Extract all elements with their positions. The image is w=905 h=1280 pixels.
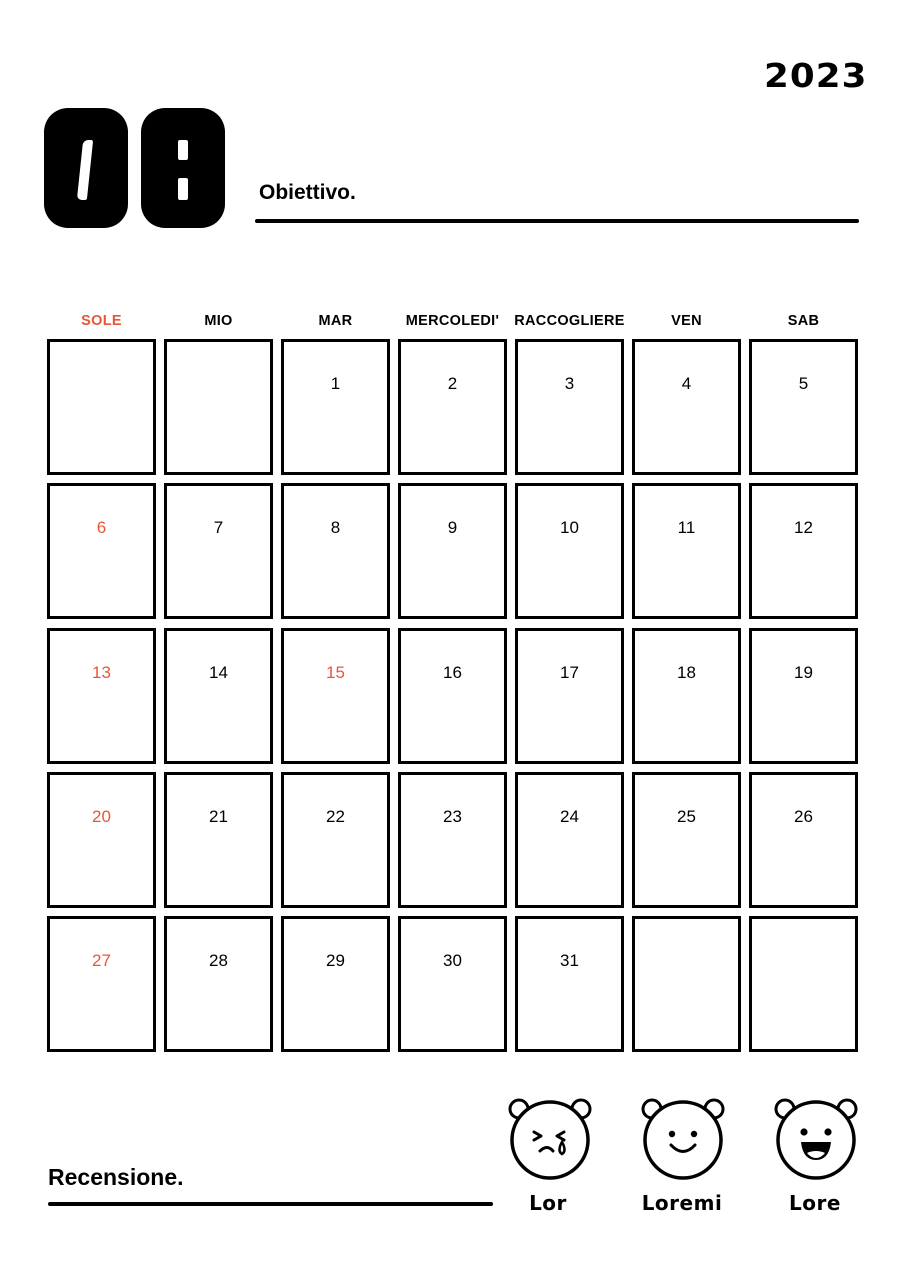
day-cell[interactable]	[281, 772, 390, 908]
day-number: 27	[92, 951, 111, 970]
day-cell[interactable]	[164, 772, 273, 908]
day-cell[interactable]	[749, 772, 858, 908]
day-number: 28	[209, 951, 228, 970]
day-number: 6	[96, 518, 107, 537]
day-number: 15	[326, 663, 345, 682]
day-cell[interactable]	[515, 483, 624, 619]
day-cell[interactable]	[632, 483, 741, 619]
mood-label-laughing: Lore	[789, 1191, 841, 1215]
day-number: 5	[798, 374, 809, 393]
day-number: 9	[447, 518, 458, 537]
mood-label-sad: Lor	[529, 1191, 567, 1215]
weekday-header: SOLE	[81, 313, 122, 329]
goal-write-line[interactable]	[255, 219, 859, 223]
empty-day-cell[interactable]	[749, 916, 858, 1052]
review-write-line[interactable]	[48, 1202, 493, 1206]
day-number: 7	[213, 518, 224, 537]
day-cell[interactable]	[281, 628, 390, 764]
day-cell[interactable]	[632, 628, 741, 764]
day-number: 30	[443, 951, 462, 970]
weekday-header: MIO	[204, 313, 233, 329]
day-number: 29	[326, 951, 345, 970]
day-cell[interactable]	[164, 628, 273, 764]
day-cell[interactable]	[749, 339, 858, 475]
day-number: 31	[560, 951, 579, 970]
day-cell[interactable]	[749, 628, 858, 764]
day-number: 23	[443, 807, 462, 826]
day-number: 13	[92, 663, 111, 682]
weekday-header: VEN	[671, 313, 702, 329]
day-number: 3	[564, 374, 575, 393]
day-number: 25	[677, 807, 696, 826]
day-number: 16	[443, 663, 462, 682]
day-cell[interactable]	[47, 916, 156, 1052]
month-digit-zero	[44, 108, 128, 228]
day-number: 2	[447, 374, 458, 393]
day-cell[interactable]	[47, 628, 156, 764]
weekday-header: MAR	[318, 313, 353, 329]
day-cell[interactable]	[164, 916, 273, 1052]
month-digit-eight	[141, 108, 225, 228]
day-number: 11	[677, 518, 696, 537]
crying-bear-face-icon[interactable]	[507, 1096, 593, 1180]
day-number: 19	[794, 663, 813, 682]
day-number: 17	[560, 663, 579, 682]
day-cell[interactable]	[515, 339, 624, 475]
empty-day-cell[interactable]	[164, 339, 273, 475]
mood-label-happy: Loremi	[641, 1191, 723, 1215]
day-number: 21	[209, 807, 228, 826]
day-number: 12	[794, 518, 813, 537]
weekday-header: RACCOGLIERE	[514, 313, 625, 329]
day-cell[interactable]	[515, 772, 624, 908]
weekday-header: SAB	[787, 313, 820, 329]
day-cell[interactable]	[632, 339, 741, 475]
year: 2023	[764, 56, 868, 95]
day-cell[interactable]	[398, 483, 507, 619]
day-number: 22	[326, 807, 345, 826]
laughing-bear-face-icon[interactable]	[773, 1096, 859, 1180]
day-number: 1	[330, 374, 341, 393]
day-number: 18	[677, 663, 696, 682]
day-number: 14	[209, 663, 228, 682]
review-label: Recensione.	[48, 1164, 184, 1190]
goal-label: Obiettivo.	[259, 181, 356, 204]
day-cell[interactable]	[632, 772, 741, 908]
day-cell[interactable]	[164, 483, 273, 619]
day-cell[interactable]	[281, 916, 390, 1052]
weekday-header: MERCOLEDI'	[405, 313, 500, 329]
day-cell[interactable]	[398, 339, 507, 475]
day-cell[interactable]	[515, 628, 624, 764]
day-number: 26	[794, 807, 813, 826]
day-cell[interactable]	[515, 916, 624, 1052]
day-cell[interactable]	[47, 772, 156, 908]
day-cell[interactable]	[398, 916, 507, 1052]
day-cell[interactable]	[749, 483, 858, 619]
day-number: 8	[330, 518, 341, 537]
smiling-bear-face-icon[interactable]	[640, 1096, 726, 1180]
day-cell[interactable]	[398, 628, 507, 764]
day-number: 20	[92, 807, 111, 826]
empty-day-cell[interactable]	[47, 339, 156, 475]
day-cell[interactable]	[281, 483, 390, 619]
day-cell[interactable]	[47, 483, 156, 619]
day-number: 24	[560, 807, 579, 826]
day-cell[interactable]	[398, 772, 507, 908]
day-number: 4	[681, 374, 692, 393]
day-number: 10	[560, 518, 579, 537]
empty-day-cell[interactable]	[632, 916, 741, 1052]
day-cell[interactable]	[281, 339, 390, 475]
